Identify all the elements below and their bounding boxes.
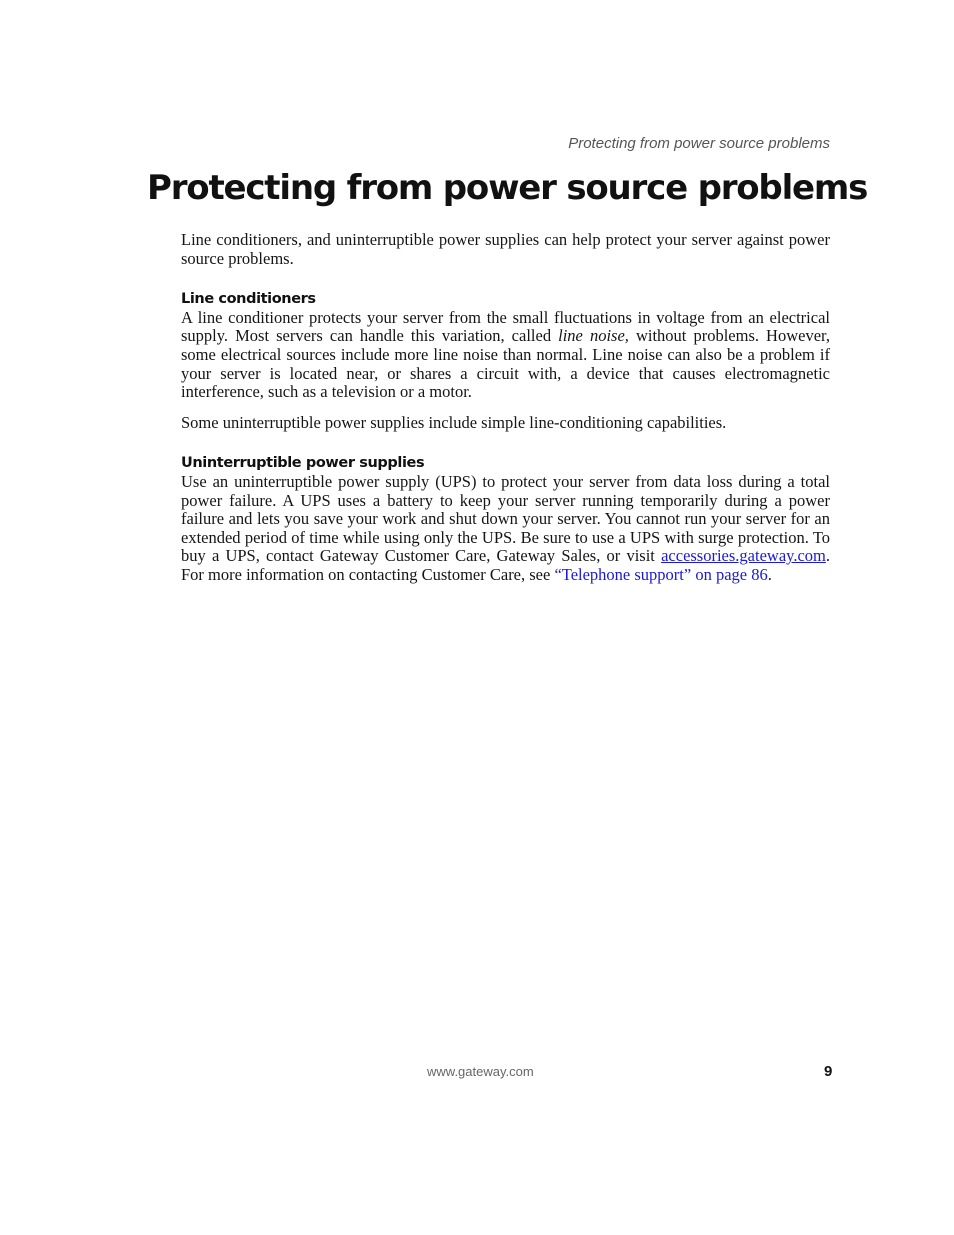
line-conditioners-text-end: without problems. However, some electrical sources include more line noise than normal. Line noise can also be a problem if your server is located near, or shares a circuit with, a device that causes electromagnetic interference, such as a television or a motor. [181,326,830,402]
accessories-link[interactable]: accessories.gateway.com [661,546,826,566]
line-conditioners-paragraph [181,309,830,402]
main-content [181,231,830,585]
ups-text-start: Use an uninterruptible power supply (UPS) to protect your server from data loss during a total power failure. A UPS uses a battery to keep your server running temporarily during a power failure and lets you save your work and shut down your server. You cannot run your server for an extended period of time while using only the UPS. Be sure to use a UPS with surge protection. To buy a UPS, contact Gateway Customer Care, Gateway Sales, or visit [181,471,830,566]
line-noise-term: line noise, [558,326,629,346]
line-conditioners-text-start: A line conditioner protects your server from the small fluctuations in voltage from an electrical supply. Most servers can handle this variation, called [181,307,830,346]
line-conditioners-heading: Line conditioners [181,291,316,308]
ups-heading: Uninterruptible power supplies [181,455,425,472]
ups-text-end: . [767,564,772,584]
page-title: Protecting from power source problems [147,168,868,208]
telephone-support-link[interactable]: “Telephone support” on page 86 [554,564,768,584]
footer-url: www.gateway.com [427,1064,534,1079]
ups-text-middle: . For more information on contacting Customer Care, see [181,546,830,584]
line-conditioning-ups-paragraph: Some uninterruptible power supplies include simple line-conditioning capabilities. [181,412,727,432]
running-header: Protecting from power source problems [568,135,830,152]
ups-paragraph [181,473,830,585]
intro-paragraph: Line conditioners, and uninterruptible power supplies can help protect your server against power source problems. [181,230,830,268]
page-number: 9 [824,1063,833,1080]
